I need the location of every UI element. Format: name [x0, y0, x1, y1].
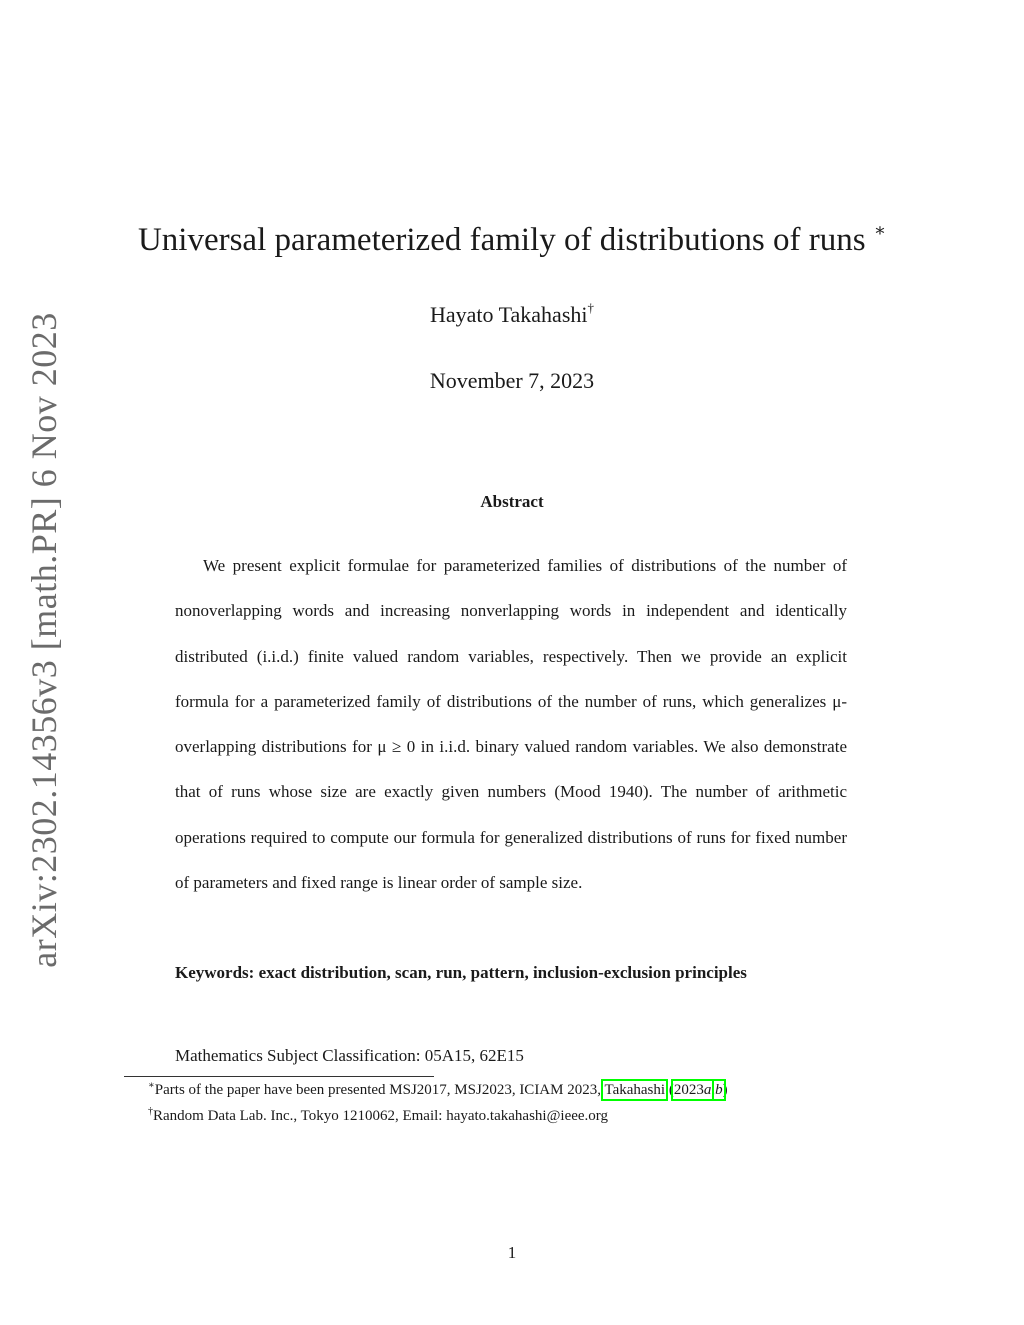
- footnote-2: [148, 1106, 608, 1125]
- subject-classification: Mathematics Subject Classification: 05A15, 62E15: [175, 1046, 524, 1065]
- arxiv-stamp-text: arXiv:2302.14356v3 [math.PR] 6 Nov 2023: [24, 312, 64, 968]
- keywords: Keywords: exact distribution, scan, run, pattern, inclusion-exclusion principles: [175, 963, 747, 982]
- author: [0, 300, 1024, 328]
- citation-link-2023b[interactable]: b: [715, 1082, 723, 1098]
- footnote-divider: [124, 1076, 434, 1077]
- paper-title-text: Universal parameterized family of distributions of runs: [137, 222, 866, 259]
- citation-link-2023a[interactable]: [674, 1082, 712, 1098]
- author-name: Hayato Takahashi: [429, 302, 588, 327]
- footnote-1-text: Parts of the paper have been presented MSJ2017, MSJ2023, ICIAM 2023,: [154, 1082, 605, 1098]
- citation-year: 2023: [673, 1082, 704, 1098]
- paper-title: [0, 220, 1024, 259]
- citation-letter-a: a: [703, 1082, 712, 1098]
- abstract-heading: Abstract: [480, 492, 544, 511]
- date: November 7, 2023: [429, 368, 595, 393]
- footnote-2-text: Random Data Lab. Inc., Tokyo 1210062, Email: hayato.takahashi@ieee.org: [153, 1108, 609, 1124]
- author-footnote-mark[interactable]: †: [587, 300, 594, 315]
- footnote-1-mark: ∗: [148, 1080, 155, 1091]
- page-number: 1: [507, 1243, 517, 1262]
- citation-close: ): [722, 1082, 728, 1098]
- abstract-body: We present explicit formulae for parameterized families of distributions of the number of nonoverlapping words and increasing nonverlapping words in independent and identically distributed (i.i.d.) finite valued random variables, respectively. Then we provide an explicit formula for a parameterized family of distributions of the number of runs, which generalizes μ-overlapping distributions for μ ≥ 0 in i.i.d. binary valued random variables. We also demonstrate that of runs whose size are exactly given numbers (Mood 1940). The number of arithmetic operations required to compute our formula for generalized distributions of runs for fixed number of parameters and fixed range is linear order of sample size.: [175, 556, 847, 893]
- citation-link-author[interactable]: Takahashi: [604, 1082, 666, 1098]
- citation-separator: ,: [711, 1082, 716, 1098]
- footnote-2-mark: †: [148, 1106, 153, 1117]
- citation-open: (: [665, 1082, 674, 1098]
- title-footnote-mark[interactable]: ∗: [873, 220, 887, 241]
- footnote-1: [148, 1080, 728, 1099]
